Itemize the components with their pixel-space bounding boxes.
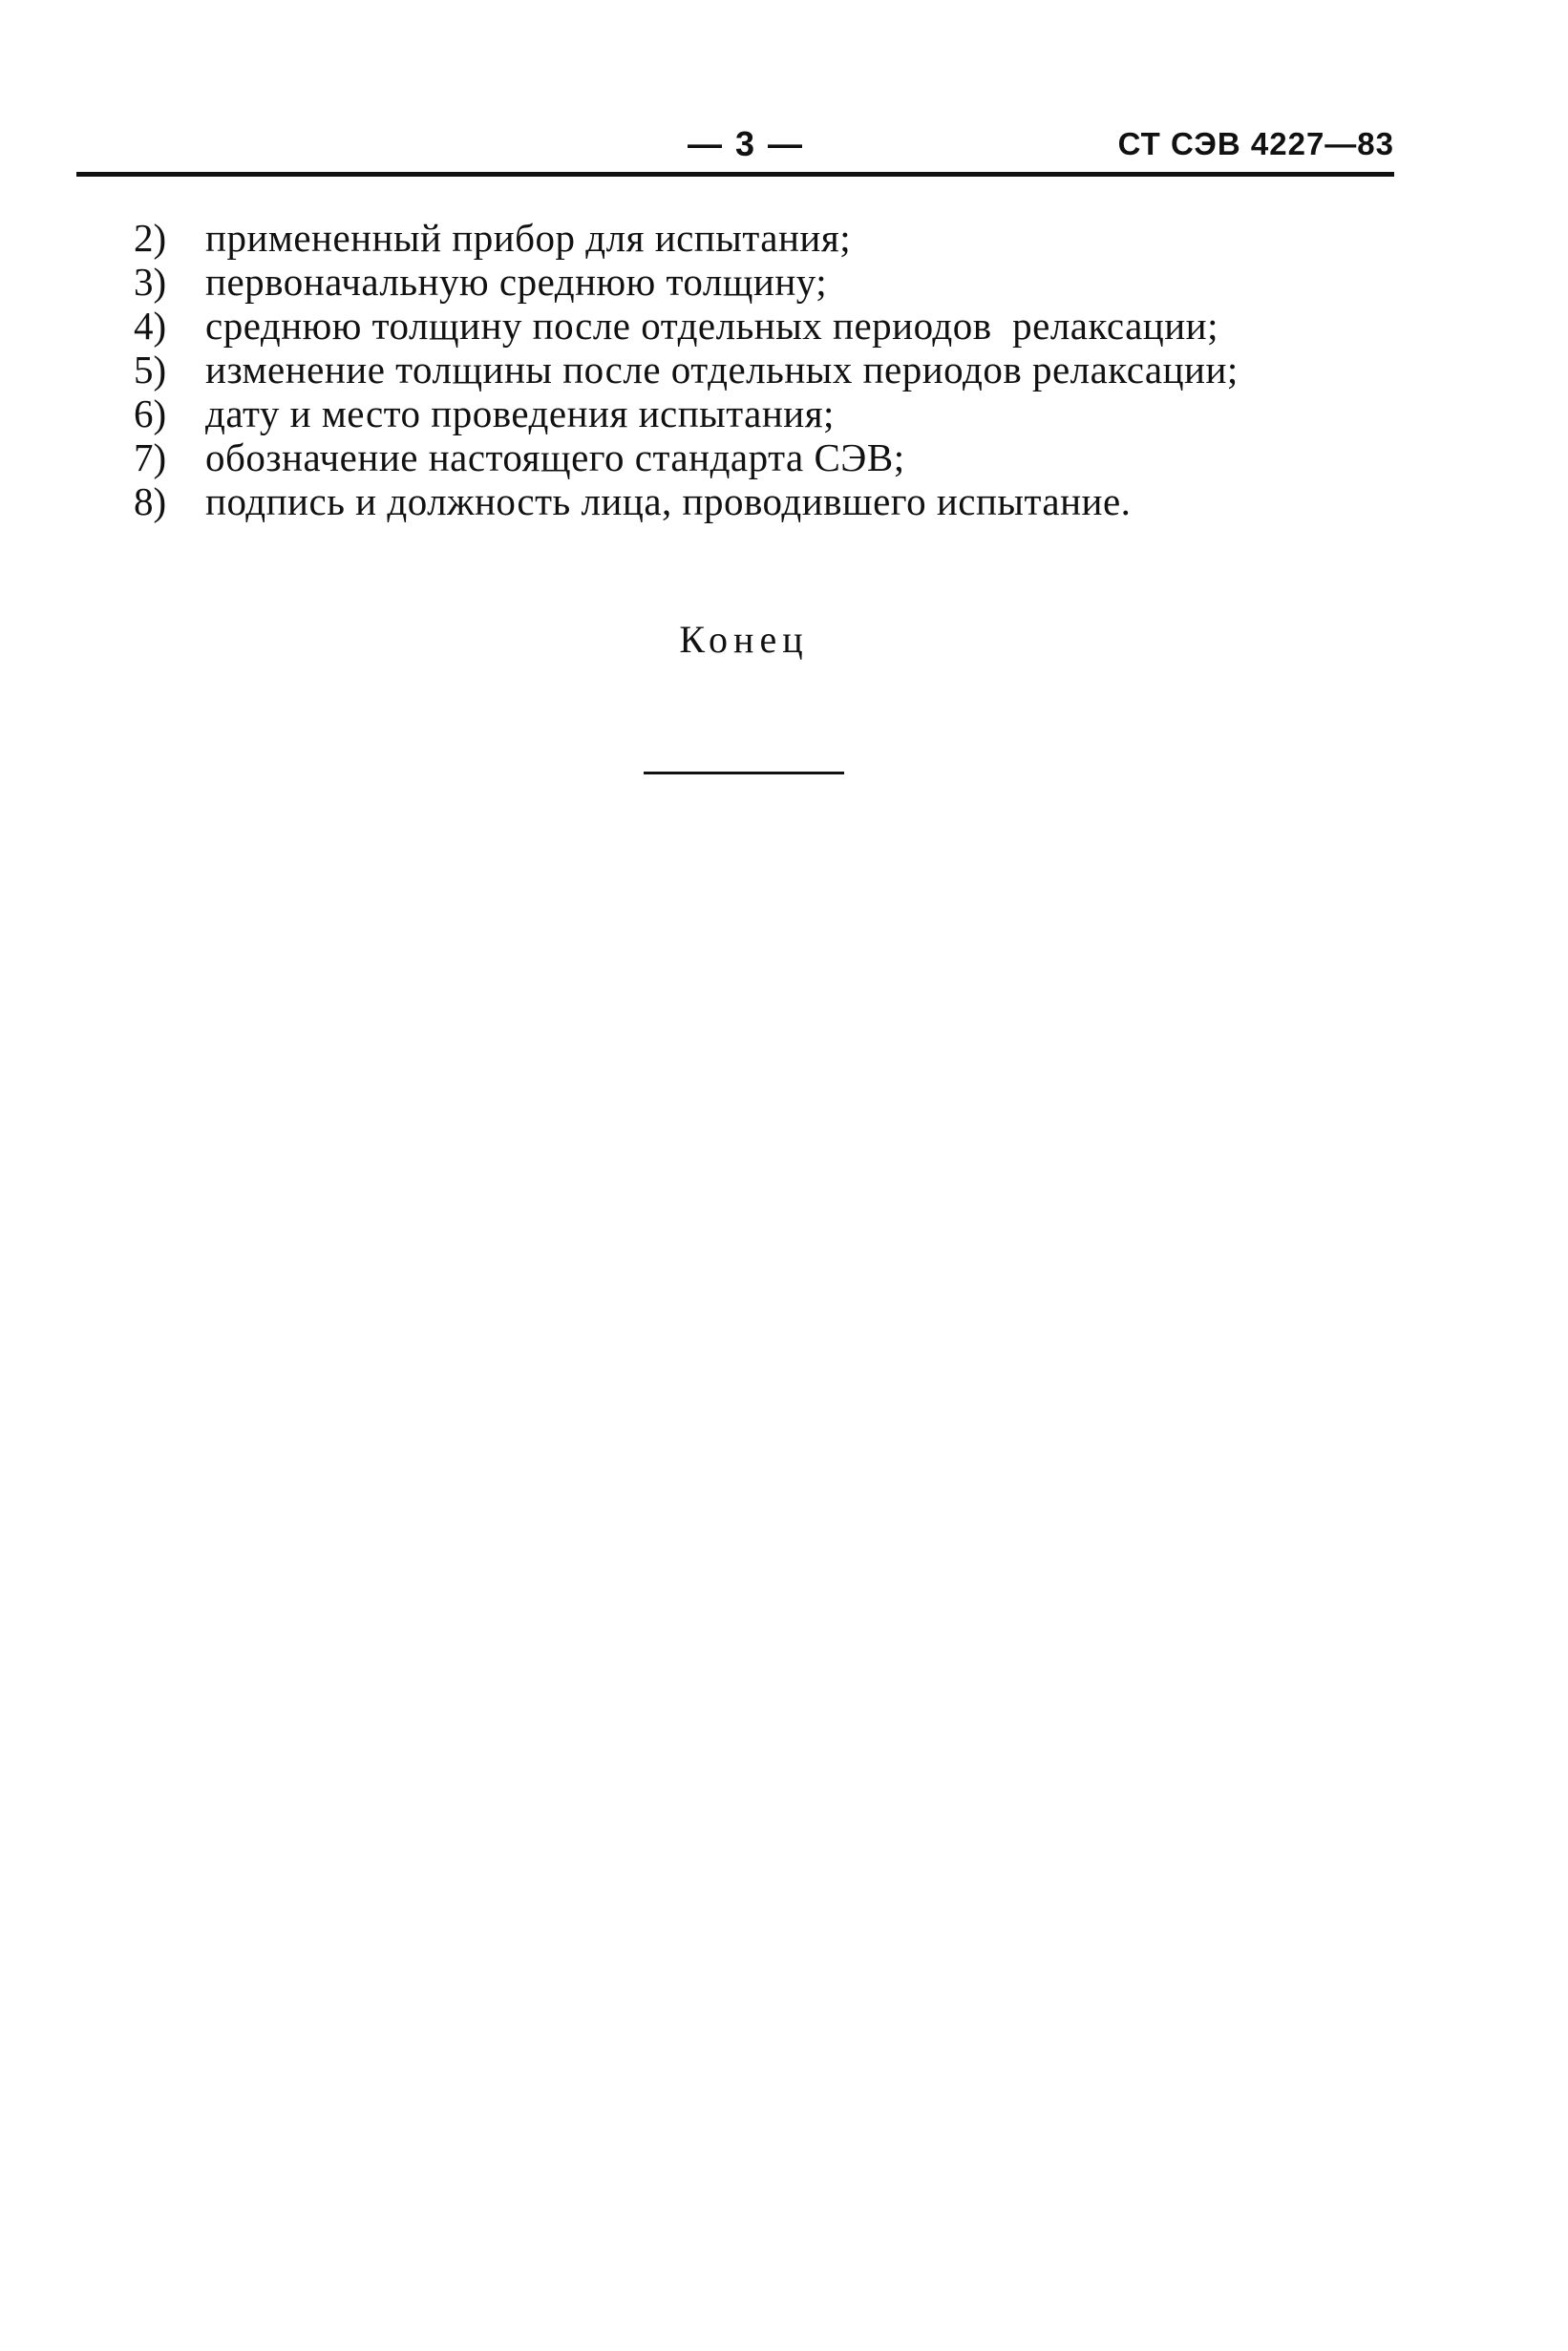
list-item-number: 4): [134, 304, 167, 348]
list-item: [134, 348, 1404, 392]
list-item-text: изменение толщины после отдельных периодов релаксации;: [205, 348, 1239, 392]
list-item: [134, 216, 1404, 260]
end-mark: Конец: [679, 618, 809, 661]
list-item-text: среднюю толщину после отдельных периодов релаксации;: [205, 304, 1219, 348]
list-item-number: 5): [134, 348, 167, 392]
list-item-number: 2): [134, 216, 167, 260]
list-item-number: 8): [134, 479, 167, 523]
list-item-text: примененный прибор для испытания;: [205, 216, 852, 260]
list-item-number: 7): [134, 435, 167, 479]
list-item: [134, 435, 1404, 479]
list-item-number: 3): [134, 260, 167, 304]
list-item: [134, 304, 1404, 348]
end-rule: [644, 772, 844, 774]
list-item-text: первоначальную среднюю толщину;: [205, 260, 828, 304]
list-item-text: обозначение настоящего стандарта СЭВ;: [205, 435, 905, 479]
list-item: [134, 479, 1404, 523]
list-item-text: подпись и должность лица, проводившего испытание.: [205, 479, 1132, 523]
requirements-list: [134, 216, 1404, 523]
list-item: [134, 260, 1404, 304]
list-item-number: 6): [134, 392, 167, 435]
page-number: — 3 —: [688, 124, 805, 163]
header-rule: [76, 172, 1394, 177]
list-item: [134, 392, 1404, 435]
list-item-text: дату и место проведения испытания;: [205, 392, 835, 435]
document-code: СТ СЭВ 4227—83: [1117, 126, 1394, 161]
page-header: [76, 115, 1394, 178]
